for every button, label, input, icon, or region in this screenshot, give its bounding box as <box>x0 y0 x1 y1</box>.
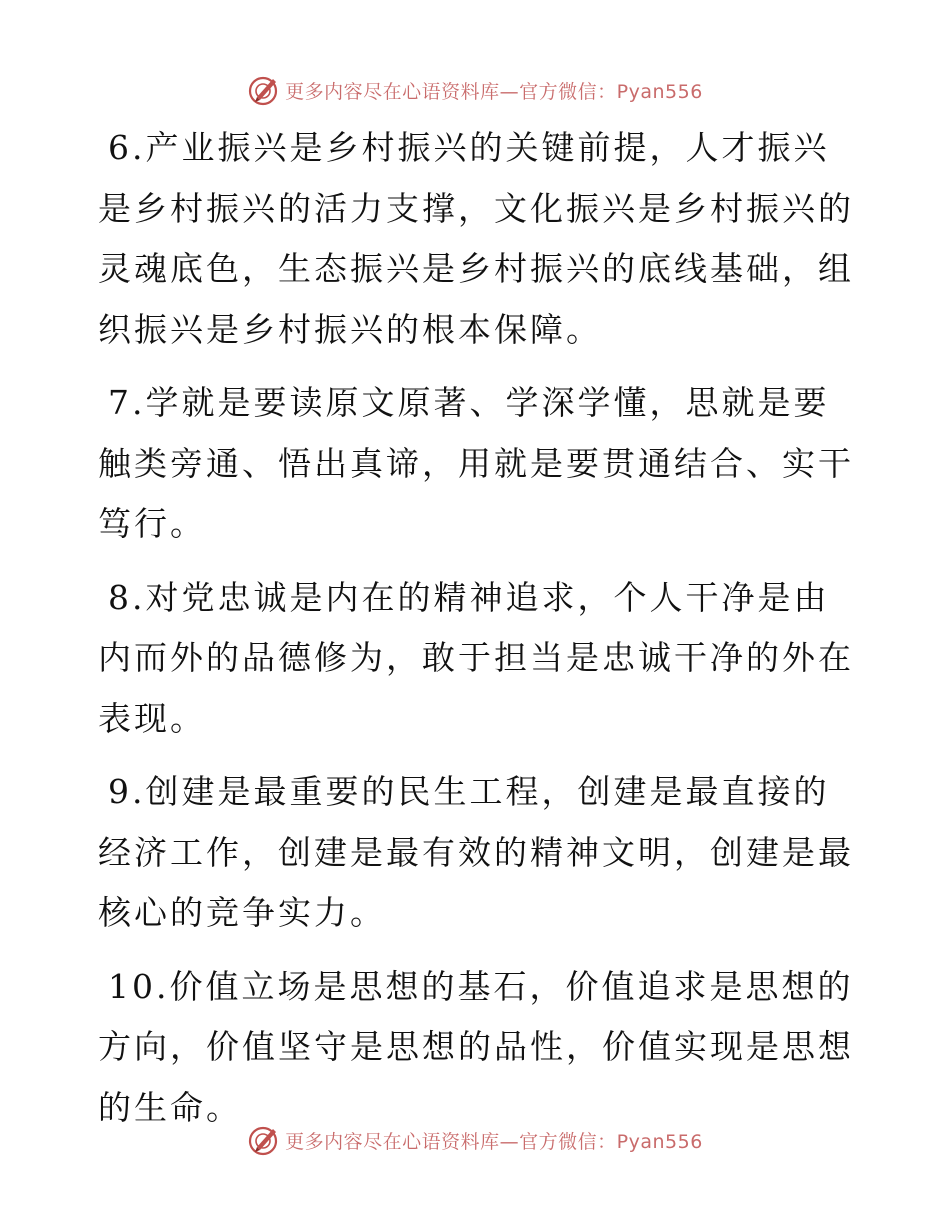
paragraph-8: 8.对党忠诚是内在的精神追求，个人干净是由内而外的品德修为，敢于担当是忠诚干净的外在表现。 <box>98 577 854 738</box>
header-banner <box>0 70 950 110</box>
footer-banner <box>0 1120 950 1160</box>
document-body <box>98 118 858 1151</box>
banner-text: 更多内容尽在心语资料库—官方微信：Pyan556 <box>285 80 703 103</box>
pen-logo-icon <box>247 73 281 107</box>
paragraph-7: 7.学就是要读原文原著、学深学懂，思就是要触类旁通、悟出真谛，用就是要贯通结合、实干笃行。 <box>98 383 854 543</box>
paragraph-9: 9.创建是最重要的民生工程，创建是最直接的经济工作，创建是最有效的精神文明，创建是最核心的竞争实力。 <box>98 772 854 932</box>
banner-text: 更多内容尽在心语资料库—官方微信：Pyan556 <box>285 1130 703 1153</box>
pen-logo-icon <box>247 1123 281 1157</box>
paragraph-10: 10.价值立场是思想的基石，价值追求是思想的方向，价值坚守是思想的品性，价值实现是思想的生命。 <box>98 966 854 1127</box>
paragraph-6: 6.产业振兴是乡村振兴的关键前提，人才振兴是乡村振兴的活力支撑，文化振兴是乡村振兴的灵魂底色，生态振兴是乡村振兴的底线基础，组织振兴是乡村振兴的根本保障。 <box>98 128 854 349</box>
